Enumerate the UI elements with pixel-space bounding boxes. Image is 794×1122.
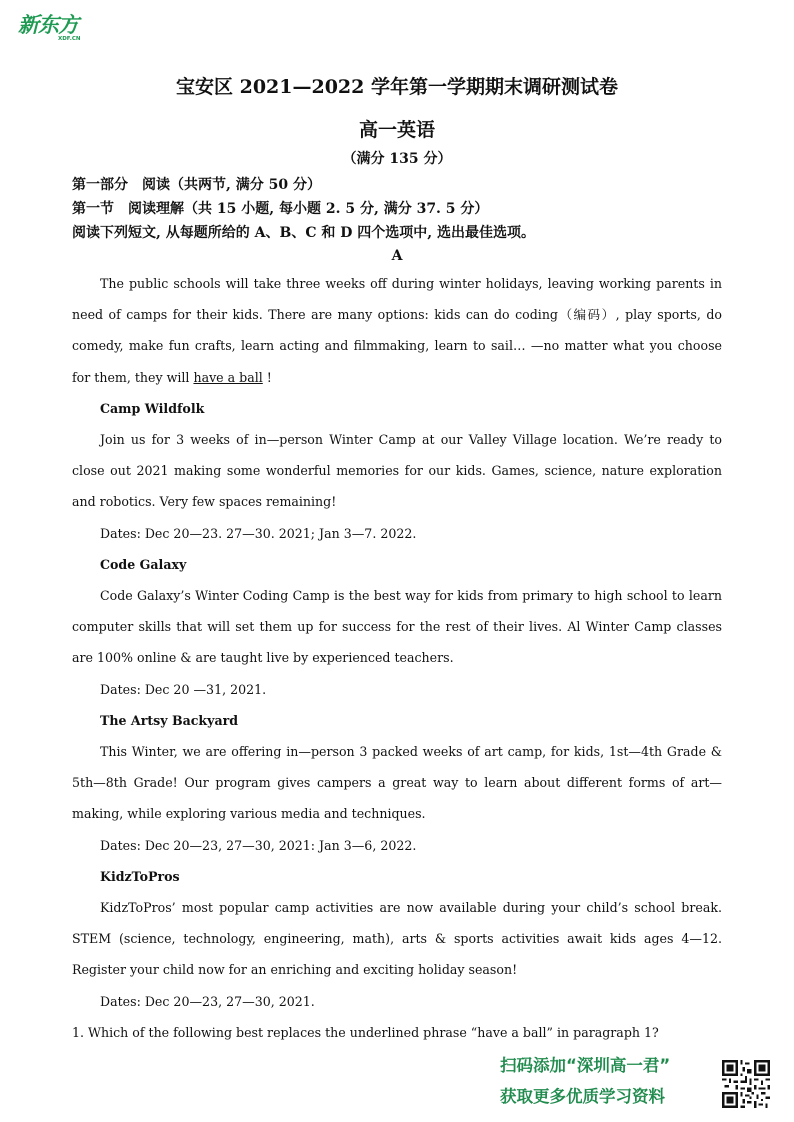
camp-description: Code Galaxy’s Winter Coding Camp is the best way for kids from primary to high school to learn computer skills that will set them up for success for the rest of their lives. Al Winter Camp classes are 100% online & are taught live by experienced teachers. xyxy=(72,588,722,666)
camp-description: KidzToPros’ most popular camp activities are now available during your child’s school break. STEM (science, technology, engineering, math), arts & sports activities await kids ages 4—12. Register your child now for an enriching and exciting holiday season! xyxy=(72,900,722,978)
camp-dates: Dates: Dec 20 —31, 2021. xyxy=(100,681,267,697)
exam-score: （满分 135 分） xyxy=(342,151,452,167)
camp-name: KidzToPros xyxy=(100,868,180,884)
exam-title: 宝安区 2021—2022 学年第一学期期末调研测试卷 xyxy=(176,76,618,98)
intro-end: ! xyxy=(262,369,272,385)
logo-subtext: XDF.CN xyxy=(58,36,81,42)
camp-name: Code Galaxy xyxy=(100,556,187,572)
intro-paragraph xyxy=(72,268,722,393)
passage-letter: A xyxy=(391,248,403,264)
camp-description: Join us for 3 weeks of in—person Winter Camp at our Valley Village location. We’re ready to close out 2021 making some wonderful memories for our kids. Games, science, nature exploration and robotics. Very few spaces remaining! xyxy=(72,432,722,510)
qr-code-icon[interactable] xyxy=(722,1060,770,1108)
camp-description: This Winter, we are offering in—person 3 packed weeks of art camp, for kids, 1st—4th Grade & 5th—8th Grade! Our program gives campers a great way to learn about different forms of art—making, while exploring various media and techniques. xyxy=(72,744,722,822)
camp-dates: Dates: Dec 20—23. 27—30. 2021; Jan 3—7. 2022. xyxy=(100,525,417,541)
logo-text: 新东方 xyxy=(18,13,78,37)
camp-dates: Dates: Dec 20—23, 27—30, 2021: Jan 3—6, 2022. xyxy=(100,837,417,853)
underlined-phrase: have a ball xyxy=(193,369,263,385)
xdf-logo xyxy=(18,14,88,42)
passage-body xyxy=(72,268,722,1048)
promo-line-2: 获取更多优质学习资料 xyxy=(500,1087,665,1106)
promo-banner xyxy=(500,1050,715,1112)
section-instruction: 阅读下列短文, 从每题所给的 A、B、C 和 D 四个选项中, 选出最佳选项。 xyxy=(72,225,535,241)
exam-subject: 高一英语 xyxy=(358,119,435,141)
section-part: 第一部分 阅读（共两节, 满分 50 分） xyxy=(72,177,321,193)
camp-name: The Artsy Backyard xyxy=(100,712,239,728)
promo-line-1: 扫码添加“深圳高一君” xyxy=(500,1056,671,1075)
camp-name: Camp Wildfolk xyxy=(100,400,205,416)
section-subpart: 第一节 阅读理解（共 15 小题, 每小题 2. 5 分, 满分 37. 5 分） xyxy=(72,201,489,217)
camp-dates: Dates: Dec 20—23, 27—30, 2021. xyxy=(100,993,315,1009)
intro-text: The public schools will take three weeks off during winter holidays, leaving working parents in need of camps for their kids. There are many options: kids can do coding（编码）, play sports, do comedy, make fun crafts, learn acting and filmmaking, learn to sail… —no matter what you choose for them, they will xyxy=(72,276,722,385)
question-1: 1. Which of the following best replaces the underlined phrase “have a ball” in paragraph 1? xyxy=(72,1024,659,1040)
